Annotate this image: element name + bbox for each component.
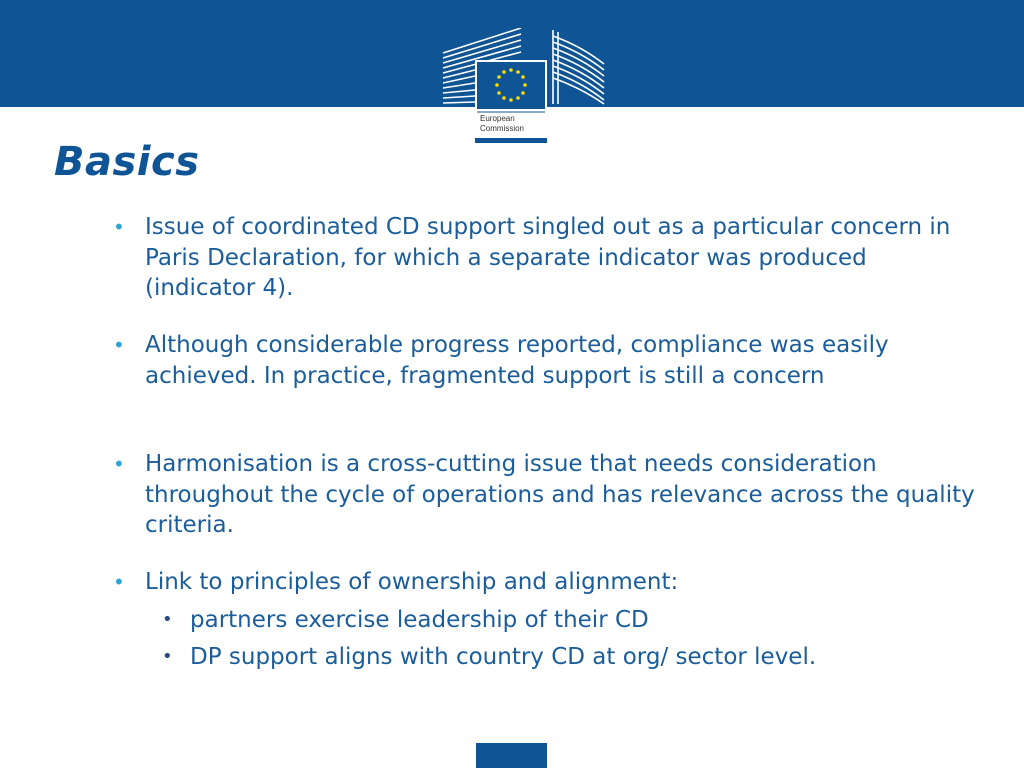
bullet-item: Link to principles of ownership and alignment: [145,569,679,595]
bullet-icon: • [113,333,125,357]
logo-text-commission: Commission [480,124,525,133]
bullet-icon: • [113,452,125,476]
slide-title: Basics [54,139,200,185]
bullet-icon: • [113,570,125,594]
sub-bullet-icon: • [162,646,173,667]
logo-text-european: European [480,114,515,123]
bullet-item: Although considerable progress reported, compliance was easily achieved. In practice, fragmented support is still a concern [145,332,889,389]
bullet-item: Harmonisation is a cross-cutting issue that needs consideration throughout the cycle of operations and has relevance across the quality criteria. [145,451,975,538]
footer-flag-block [476,743,547,768]
sub-bullet-icon: • [162,609,173,630]
sub-bullet-item: DP support aligns with country CD at org/ sector level. [190,644,817,670]
bullet-item: Issue of coordinated CD support singled out as a particular concern in Paris Declaration, for which a separate indicator was produced (indicator 4). [145,214,951,301]
sub-bullet-item: partners exercise leadership of their CD [190,607,649,633]
bullet-icon: • [113,215,125,239]
